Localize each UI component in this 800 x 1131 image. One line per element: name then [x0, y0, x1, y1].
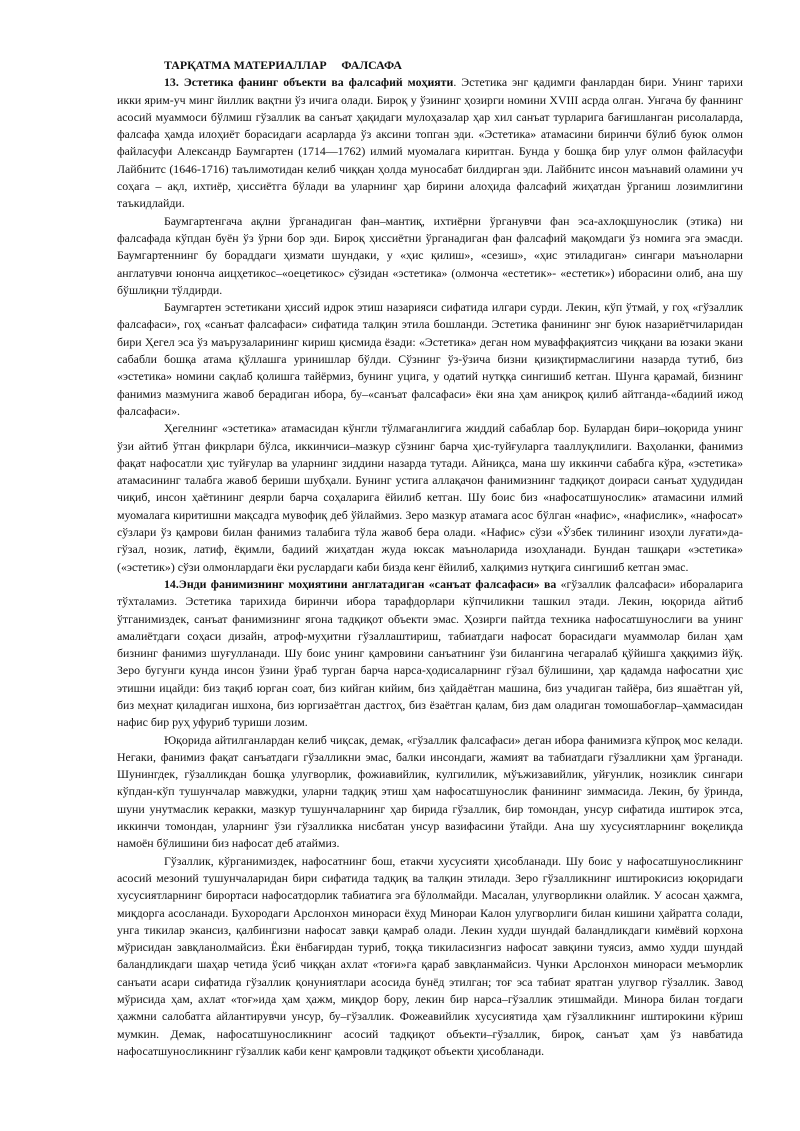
paragraph-7-text: Гўзаллик, кўрганимиздек, нафосатнинг бош, етакчи хусусияти ҳисобланади. Шу боис у нафосатшуносликнинг асосий мезоний тушунчаларидан бири сифатида тадқиқ ва талқин этилади. Зеро гўзалликнинг иштирокисиз юқоридаги хусусиятларнинг бирортаси нафосатдорлик табиатига эга бўлолмайди. Масалан, улугворликни олайлик. У асосан ҳажмга, миқдорга асосланади. Бухородаги Арслонхон минораси ёхуд Минораи Калон улугворлиги билан кишини ҳайратга солади, унга тикилар экансиз, қалбингизни нафосат завқи қамраб олади. Лекин худди шундай баландликдаги кимёвий корхона мўрисидан завқланолмайсиз. Ёки ёнбағирдан туриб, тоққа тикиласизнгиз нафосат завқини туясиз, аммо худди шундай баландликдаги шаҳар четида ўсиб чиққан ахлат «тоғи»га қараб завқланмайсиз. Чунки Арслонхон минораси меъморлик санъати асари сифатида гўзаллик қонуниятлари асосида бунёд этилган; тоғ эса табиат яратган улугвор гўзаллик. Завод мўрисида ҳам, ахлат «тоғ»ида ҳам ҳажм, миқдор бору, лекин бир нарса–гўзаллик этишмайди. Минора билан тоғдаги ҳажмни салобатга айлантирувчи унсур, бу–гўзаллик. Фожеавийлик хусусиятида ҳам гўзалликнинг иштирокини кўриш мумкин. Демак, нафосатшуносликнинг асосий тадқиқот объекти–гўзаллик, бироқ, санъат ҳам ўз навбатида нафосатшуносликнинг гўзаллик каби кенг қамровли тадқиқот объекти ҳисобланади. [117, 853, 743, 1058]
paragraph-5-text: «гўзаллик фалсафаси» ибораларига тўхталамиз. Эстетика тарихида биринчи ибора тарафдорлари кўпчиликни ташкил этади. Лекин, юқорида айтиб ўтганимиздек, санъат фанимизнинг ягона тадқиқот объекти эмас. Ҳозирги пайтда техника нафосатшунослиги ва унинг амалиётдаги соҳаси дизайн, атроф-муҳитни гўзаллаштириш, табиатдаги нафосат борасидаги муаммолар билан ҳам бизнинг фанимиз шуғулланади. Шу боис унинг қамровини санъатнинг ўзи билангина чегаралаб қўйишга ҳаққимиз йўқ. Зеро бугунги кунда инсон ўзини ўраб турган барча нарса-ҳодисаларнинг гўзал бўлишини, ҳар қадамда нафосатни ҳис этишни ицайди: биз тақиб юрган соат, биз кийган кийим, биз ҳайдаётган машина, биз учадиган тайёра, биз яшаётган уй, биз меҳнат қиладиган ишхона, биз юргизаётган дастгоҳ, биз ёзаётган қалам, биз дам оладиган томошабоғлар–ҳаммасидан нафис бир руҳ уфуриб туриши лозим. [117, 576, 743, 730]
paragraph-1-text: . Эстетика энг қадимги фанлардан бири. Унинг тарихи икки ярим-уч минг йиллик вақтни ўз ичига олади. Бироқ у ўзининг ҳозирги номини XVIII асрда олган. Унгача бу фаннинг асосий муаммоси бўлмиш гўзаллик ва санъат ҳақидаги мулоҳазалар ҳар хил санъат турларига бағишланган рисолаларда, фалсафа ҳамда илоҳиёт борасидаги асарларда ўз аксини топган эди. «Эстетика» атамасини биринчи бўлиб буюк олмон файласуфи Александр Баумгартен (1714—1762) илмий муомалага киритган. Бунда у бошқа бир улуғ олмон файласуфи Лайбнитс (1646-1716) таълимотидан келиб чиққан ҳолда муносабат билдирган эди. Лайбнитс инсон маънавий оламини уч соҳага – ақл, ихтиёр, ҳиссиётга бўлади ва уларнинг ҳар бирини алоҳида фалсафий жиҳатдан ўрганиш лозимлигини таъкидлайди. [117, 75, 743, 211]
paragraph-3 [117, 299, 743, 420]
paragraph-5 [117, 576, 743, 732]
paragraph-2 [117, 213, 743, 299]
paragraph-3-text: Баумгартен эстетикани ҳиссий идрок этиш назарияси сифатида илгари сурди. Лекин, кўп ўтмай, у гоҳ «гўзаллик фалсафаси», гоҳ «санъат фалсафаси» сифатида талқин этила бошланди. Эстетика фанининг энг буюк назариётчиларидан бири Ҳегел эса ўз маърузаларининг кириш қисмида ёзади: «Эстетика» деган ном муваффақиятсиз чиққани ва юзаки экани сабабли бошқа атама қўллашга уринишлар бўлди. Сўзнинг ўз-ўзича бизни қизиқтирмаслигини назарда тутиб, биз «эстетика» номини сақлаб қолишга тайёрмиз, бунинг уцига, у одатий нутққа сингишиб кетган. Шунга қарамай, бизнинг фанимиз мазмунига жавоб берадиган ибора, бу–«санъат фалсафаси» ёки яна ҳам аниқроқ қилиб айтганда-«бадиий ижод фалсафаси». [117, 300, 743, 418]
paragraph-6-text: Юқорида айтилганлардан келиб чиқсак, демак, «гўзаллик фалсафаси» деган ибора фанимизга кўпроқ мос келади. Негаки, фанимиз фақат санъатдаги гўзалликни эмас, балки инсондаги, жамият ва табиатдаги гўзалликни ҳам ўрганади. Шунингдек, гўзалликдан бошқа улугворлик, фожиавийлик, кулгилилик, мўъжизавийлик, уйғунлик, нозиклик сингари кўпдан-кўп тушунчалар мавжудки, уларни тадқиқ этиш ҳам нафосатшунослик фанининг зиммасида. Лекин, бу ўринда, шуни унутмаслик керакки, мазкур тушунчаларнинг ҳар бирида гўзаллик, бир томондан, унсур сифатида иштирок этса, иккинчи томондан, уларнинг ўзи гўзалликка нисбатан унсур вазифасини ўтайди. Ана шу хусусиятларнинг воқелиқда намоён бўлишини биз нафосат деб атаймиз. [117, 732, 743, 851]
paragraph-4 [117, 420, 743, 576]
paragraph-6 [117, 732, 743, 853]
paragraph-1-heading: 13. Эстетика фанинг объекти ва фалсафий моҳияти [164, 75, 454, 90]
paragraph-5-heading: 14.Энди фанимизнинг моҳиятини англатадиган «санъат фалсафаси» ва [164, 576, 557, 591]
document-page [117, 57, 743, 1060]
paragraph-1 [117, 74, 743, 212]
paragraph-7 [117, 853, 743, 1061]
paragraph-4-text: Ҳегелнинг «эстетика» атамасидан кўнгли тўлмаганлигига жиддий сабаблар бор. Булардан бири–юқорида унинг ўзи айтиб ўтган фикрлари бўлса, иккинчиси–мазкур сўзнинг барча ҳис-туйғуларга тааллуқлилиги. Ваҳоланки, фанимиз фақат нафосатли ҳис туйғулар ва уларнинг зиддини назарда тутади. Айниқса, мана шу иккинчи сабабга кўра, «эстетика» атамасининг талабга жавоб бериши шубҳали. Бунинг устига аллақачон фанимизнинг тадқиқот доираси санъат ҳудудидан чиқиб, инсон ҳаётининг деярли барча соҳаларига ёйилиб кетган. Шу боис биз «нафосатшунослик» атамасини илмий муомалага киритишни мақсадга мувофиқ деб ўйлаймиз. Зеро мазкур атамага асос бўлган «нафис», «нафислик», «нафосат» сўзлари ўз қамрови билан фанимиз талабига тўла жавоб бера олади. «Нафис» сўзи «Ўзбек тилининг изоҳли луғати»да-гўзал, нозик, латиф, ёқимли, бадиий жиҳатдан жуда юксак маъноларида изоҳланади. Бундан ташқари «эстетика» («эстетик») сўзи олмонлардаги ёки руслардаги каби бизда кенг ёйилиб, халқимиз нутқига сингишиб кетган эмас. [117, 421, 743, 574]
document-header: ТАРҚАТМА МАТЕРИАЛЛАР ФАЛСАФА [164, 58, 402, 72]
paragraph-2-text: Баумгартенгача ақлни ўрганадиган фан–мантиқ, ихтиёрни ўрганувчи фан эса-ахлоқшунослик (этика) ни фалсафада кўпдан буён ўз ўрни бор эди. Бироқ ҳиссиётни ўрганадиган фан фалсафий мақомдаги ўз номига эга эмасди. Баумгартеннинг бу бораддаги ҳизмати шундаки, у «ҳис қилиш», «сезиш», «ҳис этиладиган» сингари маъноларни англатувчи юнонча аицҳетикос–«оецетикос» сўзидан «эстетика» (олмонча «естетик»- «естетик») иборасини олиб, ана шу бўшлиқни тўлдирди. [117, 213, 743, 297]
